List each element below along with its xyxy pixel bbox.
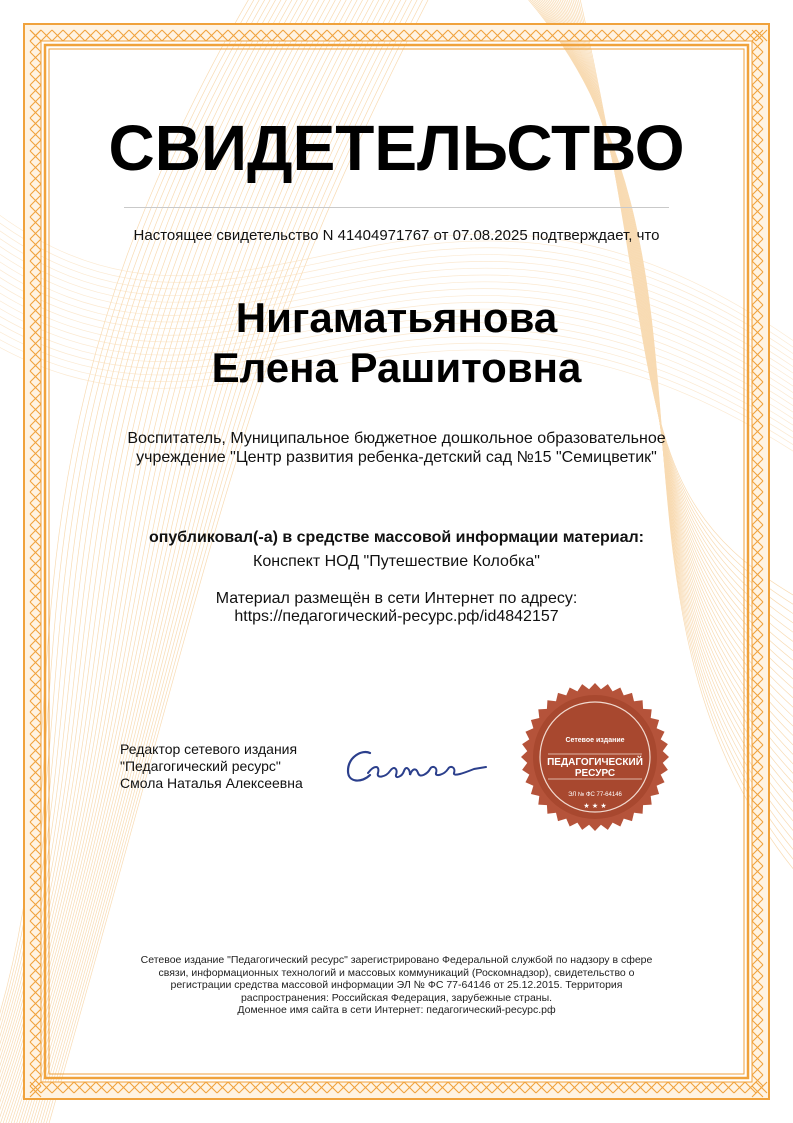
seal-registration: ЭЛ № ФС 77-64146 xyxy=(568,792,622,798)
editor-publication: "Педагогический ресурс" xyxy=(120,758,281,774)
material-title: Конспект НОД "Путешествие Колобка" xyxy=(253,553,540,570)
seal-name: РЕСУРС xyxy=(574,768,616,779)
footer-line: связи, информационных технологий и массовых коммуникаций (Роскомнадзор), свидетельство о xyxy=(158,966,635,979)
recipient-name xyxy=(100,293,693,393)
recipient-position xyxy=(90,429,703,467)
signature-icon xyxy=(340,735,490,795)
published-label: опубликовал(-а) в средстве массовой информации материал: xyxy=(148,529,645,546)
position-line: учреждение "Центр развития ребенка-детский сад №15 "Семицветик" xyxy=(136,449,657,466)
seal-badge xyxy=(520,672,670,842)
footer-line: распространения: Российская Федерация, зарубежные страны. xyxy=(240,991,553,1004)
footer-line: Доменное имя сайта в сети Интернет: педагогический-ресурс.рф xyxy=(237,1004,556,1017)
registration-footer xyxy=(120,954,673,1017)
recipient-surname: Нигаматьянова xyxy=(235,294,558,341)
address-label: Материал размещён в сети Интернет по адресу: xyxy=(215,590,578,607)
certificate-title: СВИДЕТЕЛЬСТВО xyxy=(108,112,685,184)
title-divider xyxy=(124,207,669,208)
seal-top-text: Сетевое издание xyxy=(565,737,625,744)
position-line: Воспитатель, Муниципальное бюджетное дошкольное образовательное xyxy=(127,430,666,447)
editor-name: Смола Наталья Алексеевна xyxy=(120,775,303,791)
seal-stars: ★ ★ ★ xyxy=(583,802,607,810)
editor-role: Редактор сетевого издания xyxy=(120,741,298,757)
material-url: https://педагогический-ресурс.рф/id4842157 xyxy=(234,608,559,625)
certificate-intro: Настоящее свидетельство N 41404971767 от 07.08.2025 подтверждает, что xyxy=(133,227,660,244)
recipient-given-names: Елена Рашитовна xyxy=(211,344,582,391)
seal-name: ПЕДАГОГИЧЕСКИЙ xyxy=(547,757,643,768)
footer-line: регистрации средства массовой информации ЭЛ № ФС 77-64146 от 25.12.2015. Территория xyxy=(170,979,623,992)
editor-block xyxy=(120,741,330,792)
footer-line: Сетевое издание "Педагогический ресурс" зарегистрировано Федеральной службой по надзору в сфере xyxy=(140,954,653,966)
